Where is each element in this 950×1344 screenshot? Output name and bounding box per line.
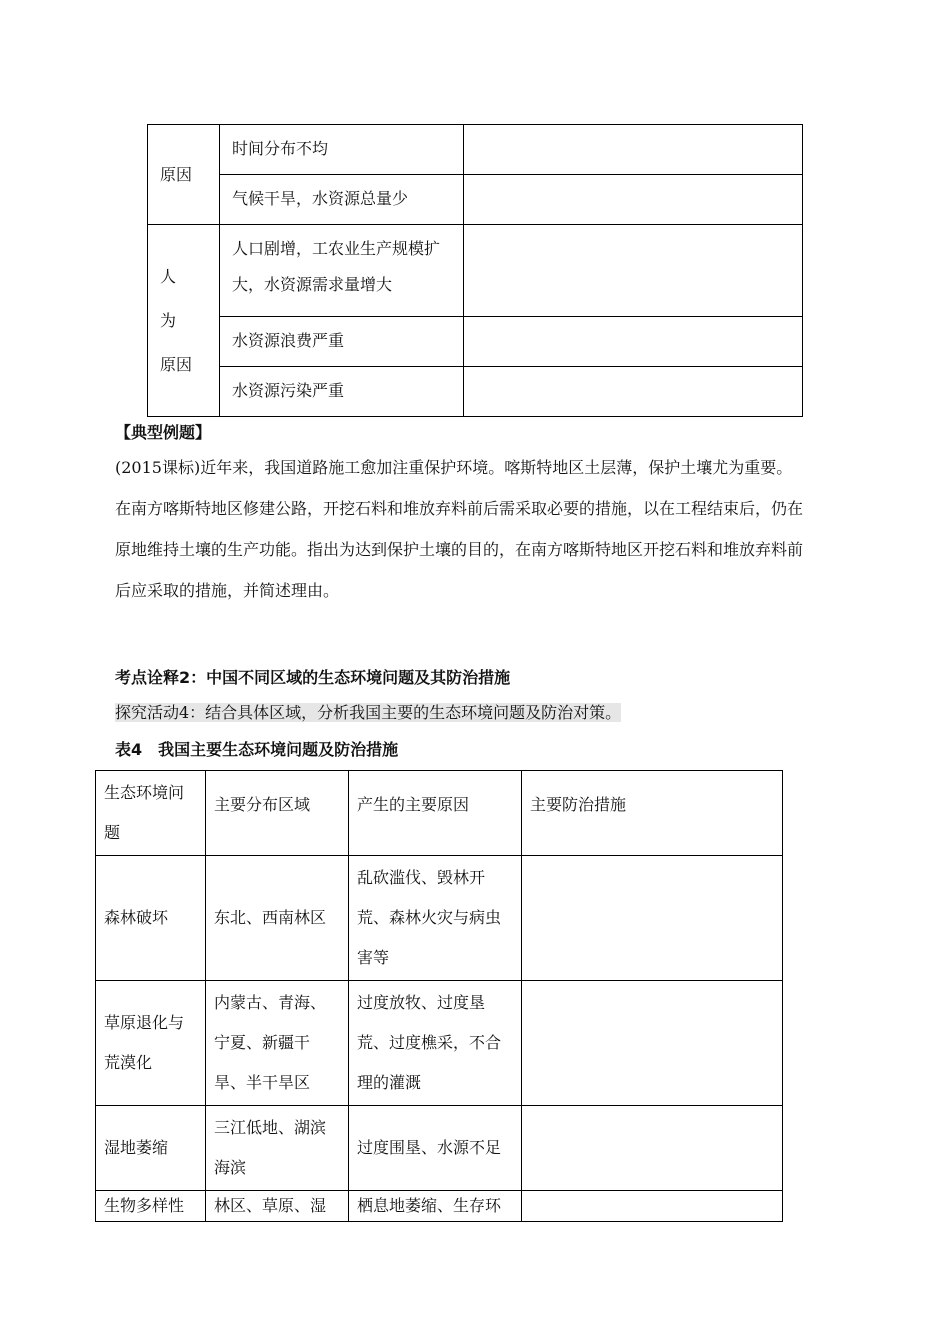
cause-cell: 乱砍滥伐、毁林开荒、森林火灾与病虫害等 bbox=[349, 856, 522, 981]
answer-cell bbox=[464, 175, 803, 225]
problem-cell: 森林破坏 bbox=[96, 856, 206, 981]
header-cell: 主要防治措施 bbox=[522, 771, 783, 856]
human-cause-label-line2: 原因 bbox=[160, 354, 193, 374]
region-cell: 林区、草原、湿 bbox=[206, 1191, 349, 1222]
header-cell: 生态环境问题 bbox=[96, 771, 206, 856]
human-cause-label-line1: 人 为 bbox=[160, 266, 193, 330]
table-cell: 水资源污染严重 bbox=[220, 367, 464, 417]
activity-text: 探究活动4：结合具体区域，分析我国主要的生态环境问题及防治对策。 bbox=[115, 703, 622, 722]
section-title: 考点诠释2：中国不同区域的生态环境问题及其防治措施 bbox=[115, 668, 511, 687]
water-causes-table bbox=[147, 124, 803, 417]
header-cell: 主要分布区域 bbox=[206, 771, 349, 856]
answer-cell bbox=[464, 367, 803, 417]
table-cell: 时间分布不均 bbox=[220, 125, 464, 175]
answer-cell bbox=[464, 317, 803, 367]
example-line-4: 后应采取的措施，并简述理由。 bbox=[115, 581, 340, 600]
example-line-2: 在南方喀斯特地区修建公路，开挖石料和堆放弃料前后需采取必要的措施，以在工程结束后，仍在 bbox=[115, 499, 804, 518]
human-cause-label bbox=[148, 225, 220, 417]
answer-cell bbox=[464, 225, 803, 317]
measure-cell bbox=[522, 856, 783, 981]
header-cell: 产生的主要原因 bbox=[349, 771, 522, 856]
region-cell: 东北、西南林区 bbox=[206, 856, 349, 981]
table-cell: 水资源浪费严重 bbox=[220, 317, 464, 367]
table-caption: 表4 我国主要生态环境问题及防治措施 bbox=[115, 740, 399, 759]
cause-cell: 过度放牧、过度垦荒、过度樵采，不合理的灌溉 bbox=[349, 981, 522, 1106]
answer-cell bbox=[464, 125, 803, 175]
region-cell: 三江低地、湖滨海滨 bbox=[206, 1106, 349, 1191]
measure-cell bbox=[522, 981, 783, 1106]
problem-cell: 草原退化与荒漠化 bbox=[96, 981, 206, 1106]
table-cell: 气候干旱，水资源总量少 bbox=[220, 175, 464, 225]
natural-cause-label: 原因 bbox=[148, 125, 220, 225]
problem-cell: 湿地萎缩 bbox=[96, 1106, 206, 1191]
problem-cell: 生物多样性 bbox=[96, 1191, 206, 1222]
example-line-3: 原地维持土壤的生产功能。指出为达到保护土壤的目的，在南方喀斯特地区开挖石料和堆放弃料前 bbox=[115, 540, 804, 559]
table-cell: 人口剧增，工农业生产规模扩大，水资源需求量增大 bbox=[220, 225, 464, 317]
region-cell: 内蒙古、青海、宁夏、新疆干旱、半干旱区 bbox=[206, 981, 349, 1106]
eco-problems-table bbox=[95, 770, 783, 1222]
cause-cell: 过度围垦、水源不足 bbox=[349, 1106, 522, 1191]
cause-cell: 栖息地萎缩、生存环 bbox=[349, 1191, 522, 1222]
example-heading: 【典型例题】 bbox=[115, 423, 212, 442]
example-line-1: (2015课标)近年来，我国道路施工愈加注重保护环境。喀斯特地区土层薄，保护土壤尤为重要。 bbox=[115, 458, 793, 477]
measure-cell bbox=[522, 1191, 783, 1222]
measure-cell bbox=[522, 1106, 783, 1191]
